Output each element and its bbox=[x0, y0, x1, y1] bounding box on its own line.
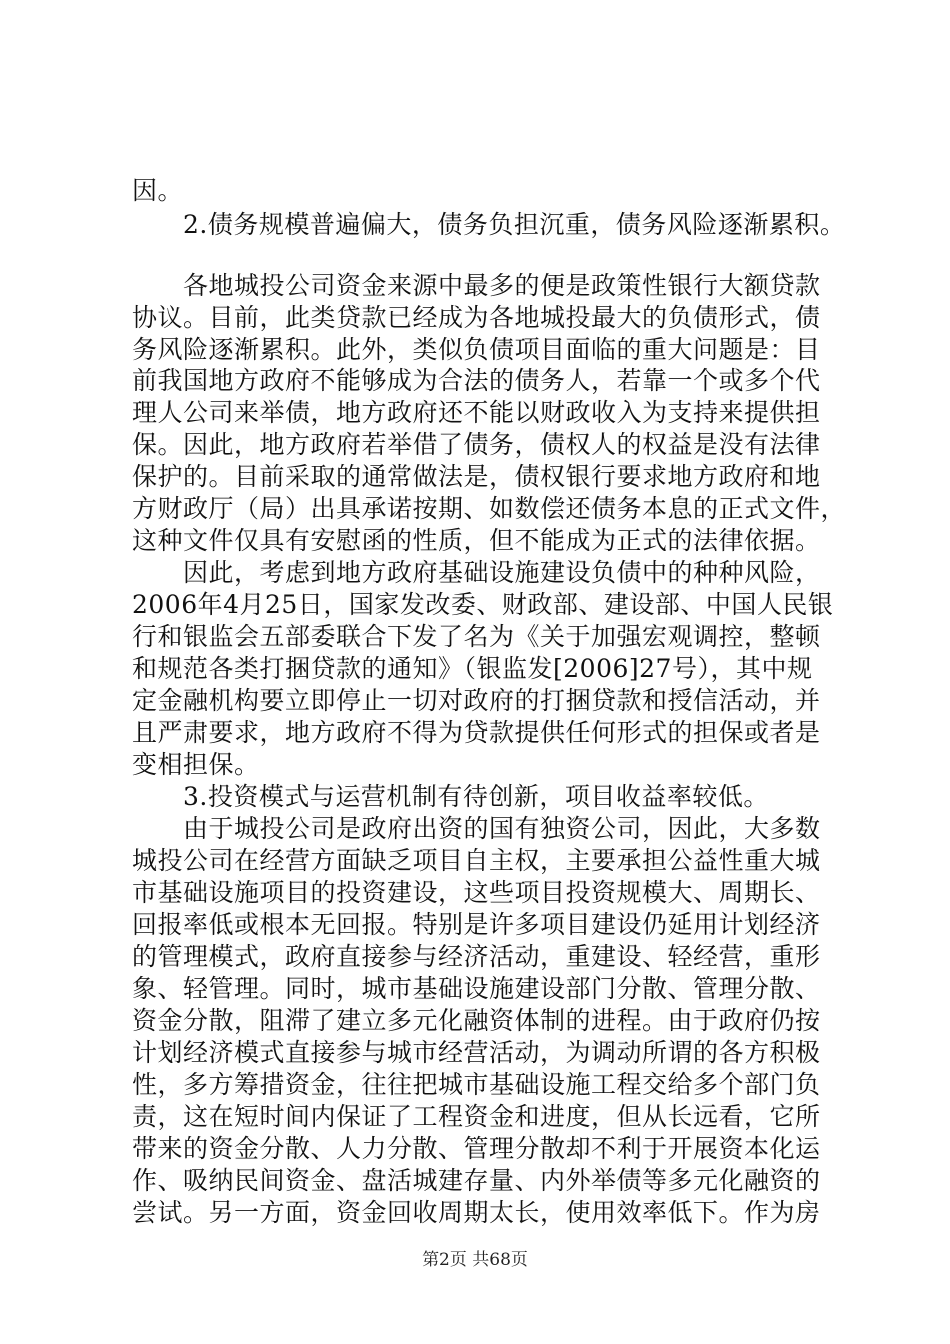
text-line: 尝试。另一方面，资金回收周期太长，使用效率低下。作为房 bbox=[132, 1198, 821, 1227]
text-line: 的管理模式，政府直接参与经济活动，重建设、轻经营，重形 bbox=[132, 942, 821, 971]
text-line: 且严肃要求，地方政府不得为贷款提供任何形式的担保或者是 bbox=[132, 718, 821, 747]
text-line: 因此，考虑到地方政府基础设施建设负债中的种种风险， bbox=[183, 558, 821, 587]
text-line: 象、轻管理。同时，城市基础设施建设部门分散、管理分散、 bbox=[132, 974, 821, 1003]
text-line: 由于城投公司是政府出资的国有独资公司，因此，大多数 bbox=[183, 814, 821, 843]
text-line: 回报率低或根本无回报。特别是许多项目建设仍延用计划经济 bbox=[132, 910, 821, 939]
text-line: 保。因此，地方政府若举借了债务，债权人的权益是没有法律 bbox=[132, 430, 821, 459]
text-line: 带来的资金分散、人力分散、管理分散却不利于开展资本化运 bbox=[132, 1134, 821, 1163]
text-line: 变相担保。 bbox=[132, 750, 260, 779]
text-line: 方财政厅（局）出具承诺按期、如数偿还债务本息的正式文件， bbox=[132, 494, 847, 523]
section-heading: 3.投资模式与运营机制有待创新，项目收益率较低。 bbox=[183, 782, 769, 811]
text-line: 理人公司来举债，地方政府还不能以财政收入为支持来提供担 bbox=[132, 398, 821, 427]
text-line: 性，多方筹措资金，往往把城市基础设施工程交给多个部门负 bbox=[132, 1070, 821, 1099]
text-line: 行和银监会五部委联合下发了名为《关于加强宏观调控，整顿 bbox=[132, 622, 821, 651]
text-line: 计划经济模式直接参与城市经营活动，为调动所谓的各方积极 bbox=[132, 1038, 821, 1067]
text-line: 责，这在短时间内保证了工程资金和进度，但从长远看，它所 bbox=[132, 1102, 821, 1131]
text-line: 城投公司在经营方面缺乏项目自主权，主要承担公益性重大城 bbox=[132, 846, 821, 875]
text-line: 保护的。目前采取的通常做法是，债权银行要求地方政府和地 bbox=[132, 462, 821, 491]
text-line: 前我国地方政府不能够成为合法的债务人，若靠一个或多个代 bbox=[132, 366, 821, 395]
text-line: 这种文件仅具有安慰函的性质，但不能成为正式的法律依据。 bbox=[132, 526, 821, 555]
text-line: 2006年4月25日，国家发改委、财政部、建设部、中国人民银 bbox=[132, 590, 834, 619]
page-number: 第2页 共68页 bbox=[422, 1250, 528, 1270]
section-heading: 2.债务规模普遍偏大，债务负担沉重，债务风险逐渐累积。 bbox=[183, 210, 846, 239]
text-line: 各地城投公司资金来源中最多的便是政策性银行大额贷款 bbox=[183, 271, 821, 300]
text-line: 务风险逐渐累积。此外，类似负债项目面临的重大问题是：目 bbox=[132, 335, 821, 364]
text-line: 市基础设施项目的投资建设，这些项目投资规模大、周期长、 bbox=[132, 878, 821, 907]
text-line: 协议。目前，此类贷款已经成为各地城投最大的负债形式，债 bbox=[132, 303, 821, 332]
text-line: 定金融机构要立即停止一切对政府的打捆贷款和授信活动，并 bbox=[132, 686, 821, 715]
text-line: 因。 bbox=[132, 176, 184, 205]
text-line: 作、吸纳民间资金、盘活城建存量、内外举债等多元化融资的 bbox=[132, 1166, 821, 1195]
text-line: 和规范各类打捆贷款的通知》（银监发[2006]27号），其中规 bbox=[132, 654, 813, 683]
text-line: 资金分散，阻滞了建立多元化融资体制的进程。由于政府仍按 bbox=[132, 1006, 821, 1035]
